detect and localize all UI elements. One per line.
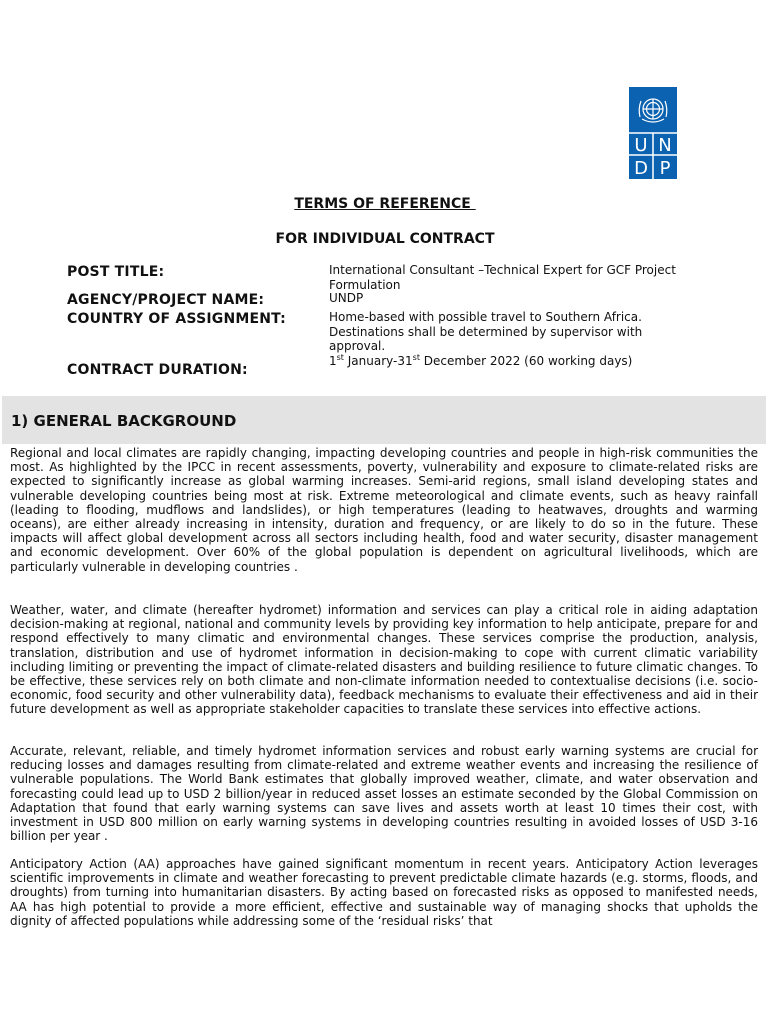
agency-label: AGENCY/PROJECT NAME:	[67, 292, 265, 308]
country-label: COUNTRY OF ASSIGNMENT:	[67, 311, 286, 327]
duration-start-num: 1	[329, 354, 337, 368]
post-title-value: International Consultant –Technical Expert for GCF Project Formulation	[329, 263, 676, 292]
country-value: Home-based with possible travel to Southern Africa. Destinations shall be determined by supervisor with approval.	[329, 310, 643, 353]
agency-value: UNDP	[329, 291, 364, 305]
contract-duration-value	[329, 354, 679, 369]
duration-rest: December 2022 (60 working days)	[419, 354, 633, 368]
post-title-label: POST TITLE:	[67, 264, 165, 280]
duration-mid: January-31	[343, 354, 413, 368]
paragraph-1: Regional and local climates are rapidly changing, impacting developing countries and people in high-risk communities the most. As highlighted by the IPCC in recent assessments, poverty, vulnerability and exposure to climate-related risks are expected to significantly increase as global warming increases. Semi-arid regions, small island developing states and vulnerable developing countries being most at risk. Extreme meteorological and climate events, such as heavy rainfall (leading to flooding, mudflows and landslides), or high temperatures (leading to heatwaves, droughts and warming oceans), are either already increasing in intensity, duration and frequency, or are likely to do so in the future. These impacts will affect global development across all sectors including health, food and water security, disaster management and economic development. Over 60% of the global population is dependent on agricultural livelihoods, which are particularly vulnerable in developing countries .	[10, 446, 758, 574]
un-emblem-icon	[629, 87, 677, 179]
undp-logo	[629, 87, 677, 179]
contract-duration-label: CONTRACT DURATION:	[67, 362, 248, 378]
section-heading-bar	[2, 396, 766, 444]
logo-letter-u: U	[634, 135, 648, 156]
logo-letter-d: D	[634, 158, 648, 179]
paragraph-4: Anticipatory Action (AA) approaches have gained significant momentum in recent years. Anticipatory Action leverages scientific improvements in climate and weather forecasting to prevent predictable climate hazards (e.g. storms, floods, and droughts) from turning into humanitarian disasters. By acting based on forecasted risks as opposed to manifested needs, AA has high potential to provide a more efficient, effective and sustainable way of managing shocks that upholds the dignity of affected populations while addressing some of the ‘residual risks’ that	[10, 857, 758, 928]
paragraph-2: Weather, water, and climate (hereafter hydromet) information and services can play a critical role in aiding adaptation decision-making at regional, national and community levels by providing key information to help anticipate, prepare for and respond effectively to many climatic and environmental changes. These services comprise the production, analysis, translation, distribution and use of hydromet information in decision-making to cope with current climatic variability including limiting or preventing the impact of climate-related disasters and building resilience to future climatic changes. To be effective, these services rely on both climate and non-climate information needed to contextualise decisions (i.e. socio-economic, food security and other vulnerability data), feedback mechanisms to evaluate their effectiveness and aid in their future development as well as appropriate stakeholder capacities to translate these services into effective actions.	[10, 603, 758, 717]
document-subtitle: FOR INDIVIDUAL CONTRACT	[275, 231, 495, 247]
logo-letter-p: P	[659, 158, 671, 179]
duration-start-sup: st	[336, 353, 344, 362]
paragraph-3: Accurate, relevant, reliable, and timely hydromet information services and robust early warning systems are crucial for reducing losses and damages resulting from climate-related and extreme weather events and increasing the resilience of vulnerable populations. The World Bank estimates that globally improved weather, climate, and water observation and forecasting could lead up to USD 2 billion/year in reduced asset losses an estimate seconded by the Global Commission on Adaptation that found that early warning systems can save lives and assets worth at least 10 times their cost, with investment in USD 800 million on early warning systems in developing countries resulting in avoided losses of USD 3-16 billion per year .	[10, 744, 758, 844]
section-heading: 1) GENERAL BACKGROUND	[11, 412, 237, 430]
duration-end-sup: st	[412, 353, 420, 362]
document-title: TERMS OF REFERENCE	[294, 196, 476, 212]
logo-letter-n: N	[658, 135, 672, 156]
